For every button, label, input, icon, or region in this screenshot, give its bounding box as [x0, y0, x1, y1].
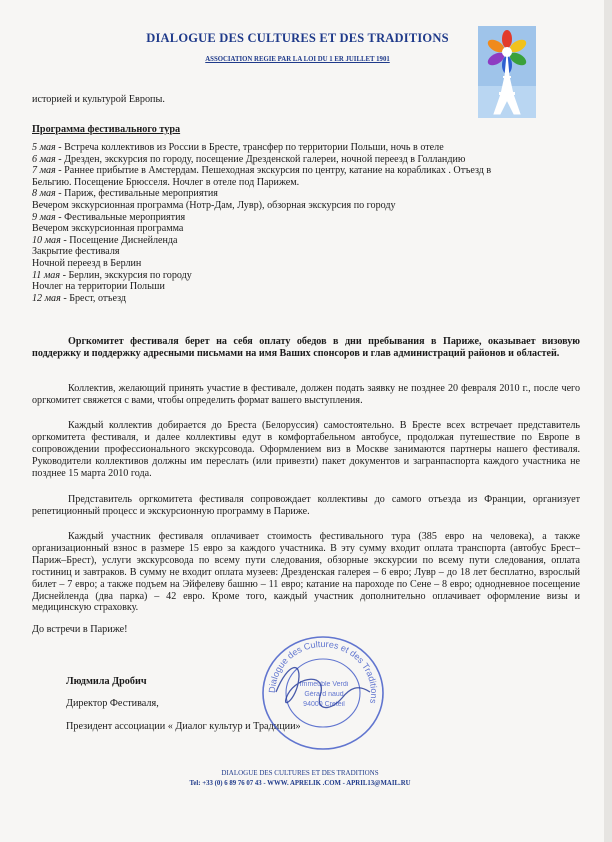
footer-organization: DIALOGUE DES CULTURES ET DES TRADITIONS	[221, 769, 379, 777]
schedule-line	[32, 142, 580, 154]
schedule-text: Ночной переезд в Берлин	[32, 257, 142, 269]
schedule-line	[32, 258, 580, 270]
schedule-date: 9 мая -	[32, 211, 65, 223]
schedule-text: Фестивальные мероприятия	[64, 211, 186, 223]
schedule-text: Раннее прибытие в Амстердам. Пешеходная экскурсия по центру, катание на корабликах . Отъезд в	[64, 165, 492, 177]
schedule-text: Вечером экскурсионная программа (Нотр-Дам, Лувр), обзорная экскурсия по городу	[32, 199, 396, 211]
eiffel-tower-flower-logo-icon	[478, 26, 536, 118]
schedule-date: 10 мая -	[32, 234, 70, 246]
page-edge	[604, 0, 612, 842]
schedule-line	[32, 293, 580, 305]
stamp-line-3: 94000 Creteil	[303, 701, 345, 708]
schedule-line	[32, 177, 580, 189]
schedule-text: Встреча коллективов из России в Бресте, трансфер по территории Польши, ночь в отеле	[64, 142, 444, 153]
schedule-line	[32, 235, 580, 247]
schedule-date: 7 мая -	[32, 165, 65, 177]
stamp-line-1: Immeuble Verdi	[299, 681, 349, 688]
schedule-text: Берлин, экскурсия по городу	[68, 269, 192, 281]
schedule-text: Бельгию. Посещение Брюсселя. Ночлег в отеле под Парижем.	[32, 176, 300, 188]
schedule-line	[32, 165, 580, 177]
schedule-text: Брест, отъезд	[69, 292, 127, 304]
schedule-line	[32, 281, 580, 293]
schedule-text: Закрытие фестиваля	[32, 246, 120, 258]
stamp-line-2: Gérard naud	[304, 691, 344, 698]
schedule-text: Дрезден, экскурсия по городу, посещение Дрезденской галереи, ночной переезд в Голландию	[64, 153, 466, 165]
schedule-date: 6 мая -	[32, 153, 65, 165]
footer-contact: Tel: +33 (0) 6 89 76 07 43 - WWW. APRELIK .COM - APRIL13@MAIL.RU	[189, 780, 411, 787]
intro-text: историей и культурой Европы.	[32, 94, 165, 105]
schedule-date: 8 мая -	[32, 188, 65, 200]
closing-line: До встречи в Париже!	[32, 624, 128, 635]
stamp-ring-text: Dialogue des Cultures et des Traditions	[266, 638, 380, 705]
association-stamp	[258, 632, 388, 754]
escort-paragraph: Представитель оргкомитета фестиваля сопровождает коллективы до самого отъезда из Франции, организует репетиционный процесс и экскурсионную программу в Париже.	[32, 494, 580, 517]
header-subtitle: ASSOCIATION REGIE PAR LA LOI DU 1 ER JUILLET 1901	[205, 56, 390, 63]
header-title: DIALOGUE DES CULTURES ET DES TRADITIONS	[146, 31, 449, 45]
organizer-paragraph: Оргкомитет фестиваля берет на себя оплату обедов в дни пребывания в Париже, оказывает визовую поддержку и поддержку адресными письмами на имя Ваших спонсоров и глав администраций районов и областей.	[32, 336, 580, 359]
schedule-text: Ночлег на территории Польши	[32, 281, 165, 293]
schedule-date: 11 мая -	[32, 269, 69, 281]
schedule-text: Париж, фестивальные мероприятия	[64, 188, 218, 200]
signer-president: Президент ассоциации « Диалог культур и Традиции»	[66, 721, 301, 732]
application-paragraph: Коллектив, желающий принять участие в фестивале, должен подать заявку не позднее 20 февраля 2010 г., после чего оргкомитет свяжется с вами, чтобы определить формат вашего выступления.	[32, 383, 580, 406]
schedule-date: 12 мая -	[32, 292, 70, 304]
program-schedule	[32, 142, 580, 304]
travel-paragraph: Каждый коллектив добирается до Бреста (Белоруссия) самостоятельно. В Бресте всех встречает представитель оргкомитета фестиваля, и далее коллективы едут в комфортабельном автобусе, продолжая путешествие по Европе в сопровождении профессионального экскурсовода. Оформлением виз в Москве занимаются партнеры нашего фестиваля. Руководители коллективов должны им переслать (или привезти) пакет документов и загранпаспорта каждого участника не позднее 15 марта 2010 года.	[32, 420, 580, 479]
schedule-line	[32, 200, 580, 212]
program-title: Программа фестивального тура	[32, 124, 181, 135]
schedule-line	[32, 223, 580, 235]
schedule-line	[32, 270, 580, 282]
schedule-line	[32, 154, 580, 166]
schedule-date: 5 мая -	[32, 142, 65, 153]
schedule-text: Посещение Диснейленда	[69, 234, 178, 246]
schedule-line	[32, 188, 580, 200]
schedule-text: Вечером экскурсионная программа	[32, 223, 184, 235]
signer-name: Людмила Дробич	[66, 676, 147, 687]
signer-title: Директор Фестиваля,	[66, 698, 159, 709]
cost-paragraph: Каждый участник фестиваля оплачивает стоимость фестивального тура (385 евро на человека), а также организационный взнос в размере 15 евро за каждого участника. В эту сумму входит оплата транспорта (автобус Брест–Париж–Брест), услуги экскурсовода по всему пути следования, обзорные экскурсии по всему пути следования, оплата гостиниц и завтраков. В сумму не входит оплата музеев: Дрезденская галерея – 6 евро; Лувр – до 18 лет бесплатно, взрослый билет – 7 евро; а также подъем на Эйфелеву башню – 11 евро; катание на пароходе по Сене – 8 евро; однодневное посещение Диснейленда (два парка) – 42 евро. Кроме того, каждый участник дополнительно оплачивает оформление визы и медицинскую страховку.	[32, 531, 580, 614]
schedule-line	[32, 246, 580, 258]
schedule-line	[32, 212, 580, 224]
